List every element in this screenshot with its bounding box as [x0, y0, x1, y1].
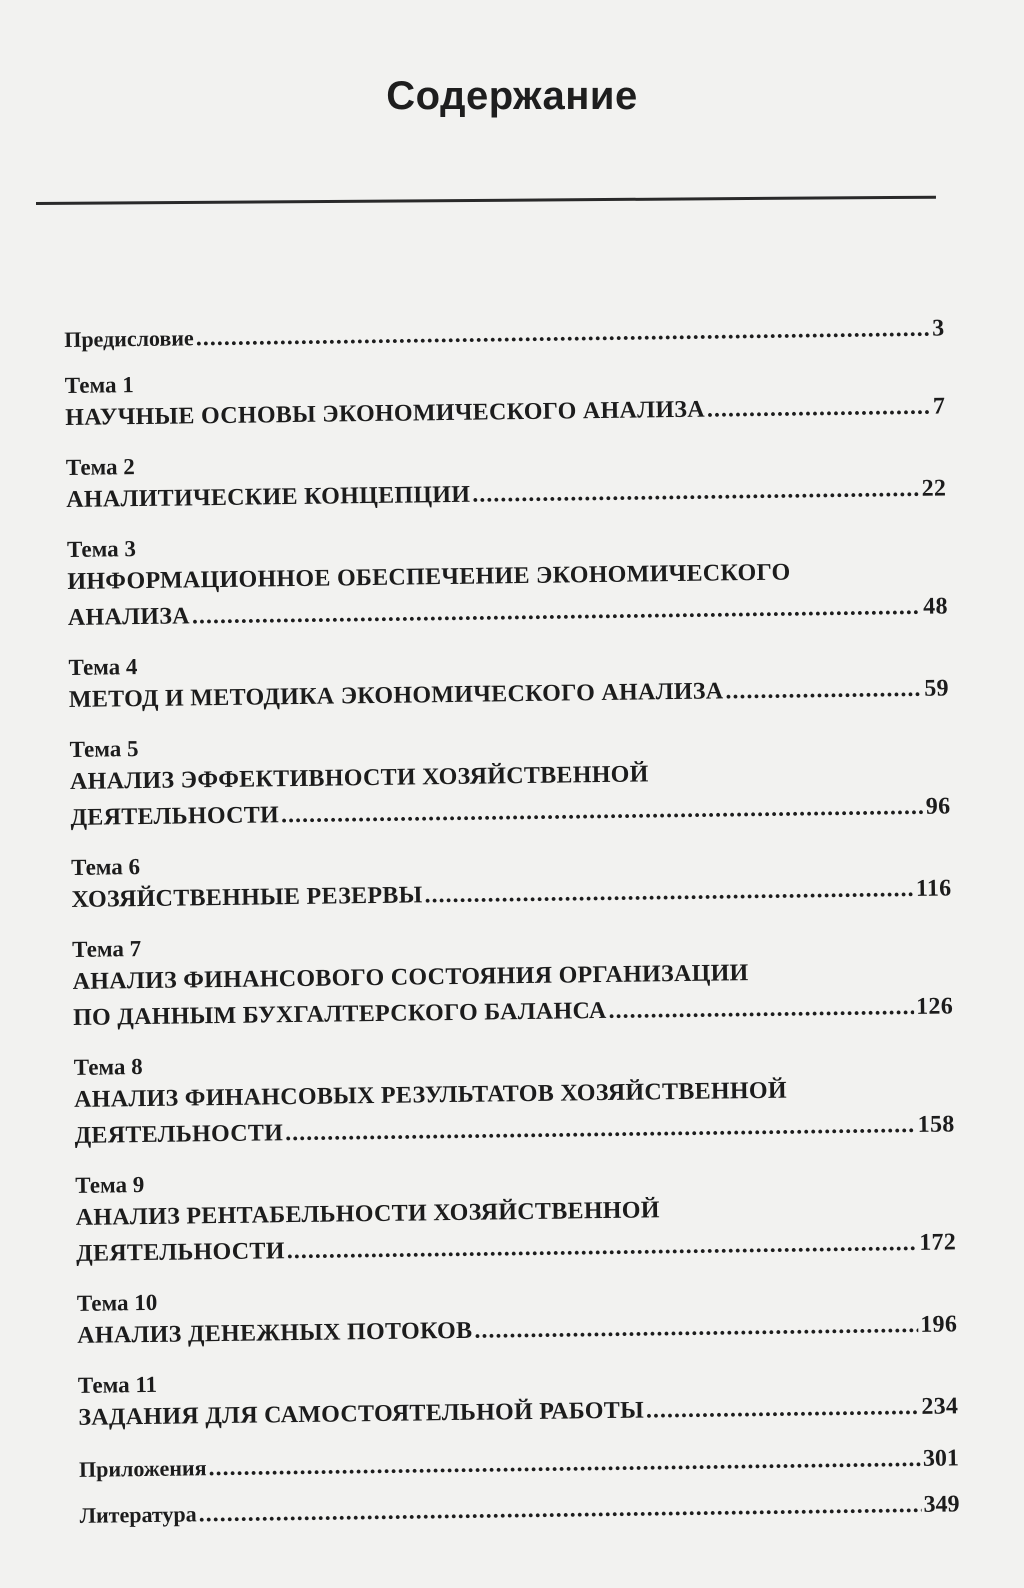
toc-dot-leader: [281, 789, 924, 833]
toc-entry[interactable]: [79, 1440, 959, 1488]
toc-dot-leader: [725, 671, 922, 710]
toc-topic-label: Тема 7: [72, 936, 142, 962]
toc-entry-title: АНАЛИЗ ФИНАНСОВЫХ РЕЗУЛЬТАТОВ ХОЗЯЙСТВЕННОЙ: [74, 1077, 787, 1113]
toc-entry[interactable]: [65, 360, 946, 436]
page-title: Содержание: [386, 74, 638, 118]
toc-topic-label: Тема 11: [77, 1371, 158, 1398]
toc-entry[interactable]: [64, 310, 944, 358]
toc-page-number: 158: [917, 1111, 955, 1138]
table-of-contents: [64, 310, 960, 1533]
title-divider: [36, 196, 936, 205]
toc-entry-title: НАУЧНЫЕ ОСНОВЫ ЭКОНОМИЧЕСКОГО АНАЛИЗА: [65, 396, 706, 431]
toc-dot-leader: [472, 471, 920, 513]
toc-dot-leader: [646, 1389, 920, 1429]
toc-line: [64, 310, 944, 358]
toc-topic-label: Тема 9: [75, 1172, 145, 1198]
toc-topic-label: Тема 6: [70, 854, 141, 880]
toc-dot-leader: [285, 1107, 916, 1151]
toc-entry-title: ДЕЯТЕЛЬНОСТИ: [70, 802, 280, 831]
toc-entry[interactable]: [79, 1486, 959, 1534]
toc-dot-leader: [707, 389, 931, 428]
toc-page-number: 349: [923, 1491, 960, 1518]
toc-dot-leader: [608, 989, 914, 1029]
toc-entry-title: ДЕЯТЕЛЬНОСТИ: [74, 1120, 284, 1149]
toc-entry-title: АНАЛИЗ РЕНТАБЕЛЬНОСТИ ХОЗЯЙСТВЕННОЙ: [75, 1197, 660, 1231]
toc-entry-title: АНАЛИТИЧЕСКИЕ КОНЦЕПЦИИ: [66, 481, 471, 513]
toc-topic-label: Тема 10: [76, 1289, 158, 1316]
toc-entry-title: МЕТОД И МЕТОДИКА ЭКОНОМИЧЕСКОГО АНАЛИЗА: [68, 678, 724, 713]
toc-entry-title: ЗАДАНИЯ ДЛЯ САМОСТОЯТЕЛЬНОЙ РАБОТЫ: [78, 1397, 645, 1431]
toc-dot-leader: [208, 1441, 921, 1486]
toc-page-number: 96: [925, 793, 951, 820]
toc-entry-title: Предисловие: [64, 325, 194, 352]
toc-entry[interactable]: [77, 1278, 958, 1354]
toc-page-number: 196: [920, 1311, 958, 1338]
toc-line: [79, 1440, 959, 1488]
toc-topic-label: Тема 5: [69, 736, 139, 762]
toc-dot-leader: [424, 871, 914, 913]
toc-entry-title: АНАЛИЗ ЭФФЕКТИВНОСТИ ХОЗЯЙСТВЕННОЙ: [69, 761, 649, 795]
toc-entry[interactable]: [72, 924, 953, 1036]
toc-entry[interactable]: [66, 442, 947, 518]
toc-entry[interactable]: [67, 524, 948, 636]
toc-dot-leader: [198, 1487, 921, 1532]
toc-dot-leader: [286, 1225, 917, 1269]
toc-page-number: 234: [921, 1393, 959, 1420]
toc-entry-title: ИНФОРМАЦИОННОЕ ОБЕСПЕЧЕНИЕ ЭКОНОМИЧЕСКОГО: [67, 559, 791, 595]
toc-page-number: 3: [931, 315, 945, 342]
toc-entry-title: ПО ДАННЫМ БУХГАЛТЕРСКОГО БАЛАНСА: [72, 997, 607, 1031]
toc-page-number: 126: [915, 993, 954, 1020]
toc-topic-label: Тема 3: [66, 536, 137, 562]
toc-page-number: 116: [915, 875, 952, 902]
toc-line: [79, 1486, 959, 1534]
toc-page-number: 22: [921, 475, 947, 502]
toc-page-number: 172: [919, 1229, 957, 1256]
toc-entry[interactable]: [69, 724, 950, 836]
toc-topic-label: Тема 1: [64, 372, 134, 398]
toc-entry[interactable]: [74, 1042, 955, 1154]
toc-page-number: 59: [924, 675, 950, 702]
toc-entry-title: ДЕЯТЕЛЬНОСТИ: [76, 1238, 285, 1267]
toc-entry-title: Приложения: [78, 1455, 207, 1482]
toc-entry-title: АНАЛИЗ ФИНАНСОВОГО СОСТОЯНИЯ ОРГАНИЗАЦИИ: [72, 960, 749, 995]
toc-entry-title: АНАЛИЗ ДЕНЕЖНЫХ ПОТОКОВ: [77, 1317, 473, 1349]
toc-page-number: 301: [922, 1445, 960, 1472]
toc-page-number: 48: [923, 593, 948, 620]
toc-topic-label: Тема 4: [68, 654, 138, 680]
toc-entry[interactable]: [71, 842, 952, 918]
toc-dot-leader: [474, 1307, 918, 1349]
toc-entry-title: Литература: [79, 1501, 197, 1528]
toc-entry-title: ХОЗЯЙСТВЕННЫЕ РЕЗЕРВЫ: [71, 882, 423, 913]
toc-entry[interactable]: [78, 1360, 959, 1436]
toc-entry-title: АНАЛИЗА: [67, 603, 191, 631]
toc-page-number: 7: [932, 393, 946, 420]
toc-topic-label: Тема 8: [73, 1054, 143, 1080]
toc-topic-label: Тема 2: [65, 454, 135, 480]
toc-entry[interactable]: [68, 642, 949, 718]
toc-dot-leader: [196, 311, 931, 357]
toc-entry[interactable]: [75, 1160, 956, 1272]
